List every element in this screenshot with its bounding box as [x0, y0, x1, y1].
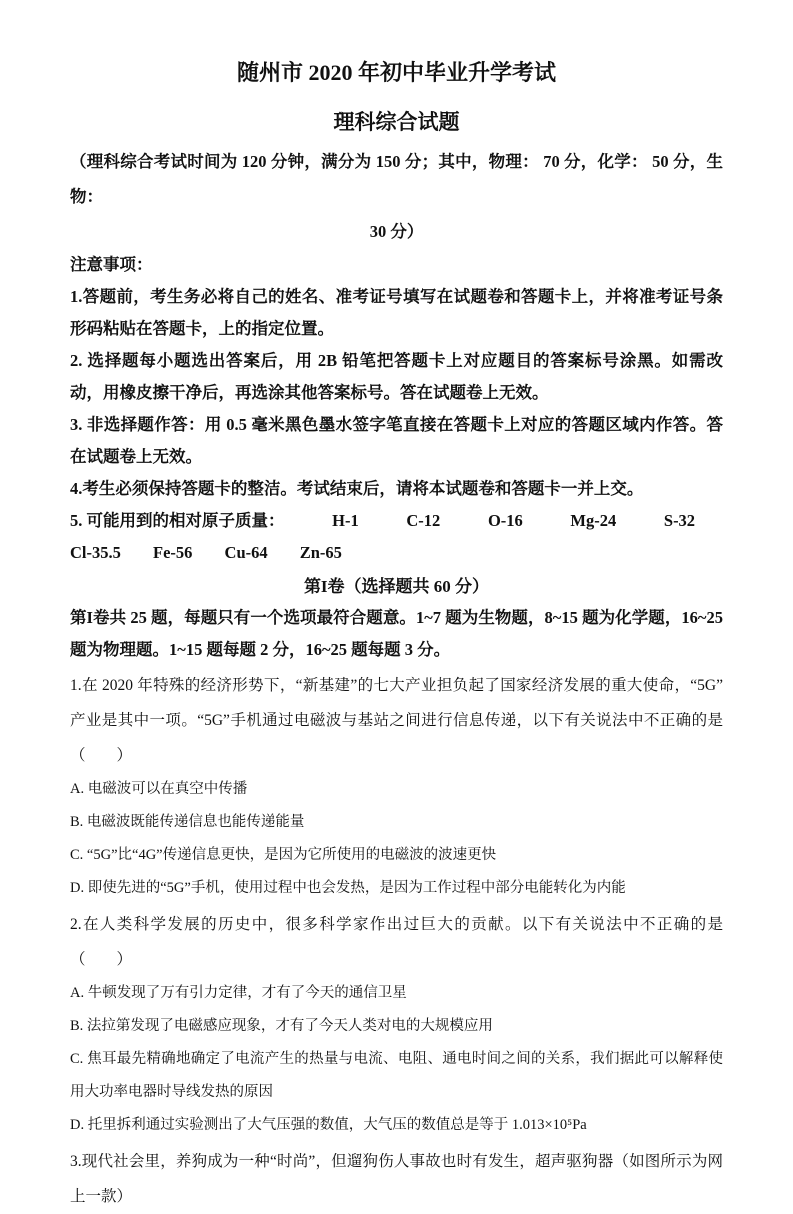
- atomic-mass-s: S-32: [663, 511, 696, 530]
- note-item-5-label: 5. 可能用到的相对原子质量：: [70, 511, 285, 530]
- atomic-mass-fe: Fe-56: [153, 543, 193, 562]
- question-1: [70, 668, 723, 905]
- question-1-option-c: C. “5G”比“4G”传递信息更快，是因为它所使用的电磁波的波速更快: [70, 847, 497, 863]
- atomic-mass-cu: Cu-64: [224, 543, 268, 562]
- question-3-stem: 3.现代社会里，养狗成为一种“时尚”，但遛狗伤人事故也时有发生，超声驱狗器（如图所示为网上一款）: [70, 1153, 723, 1205]
- atomic-mass-o: O-16: [487, 511, 523, 530]
- question-1-option-b: B. 电磁波既能传递信息也能传递能量: [70, 814, 305, 830]
- section1-intro: 第I卷共 25 题，每题只有一个选项最符合题意。1~7 题为生物题，8~15 题为化学题，16~25 题为物理题。1~15 题每题 2 分，16~25 题每题 3 分。: [70, 608, 723, 659]
- note-item-4: 4.考生必须保持答题卡的整洁。考试结束后，请将本试题卷和答题卡一并上交。: [70, 479, 644, 498]
- note-item-2: 2. 选择题每小题选出答案后，用 2B 铅笔把答题卡上对应题目的答案标号涂黑。如需改动，用橡皮擦干净后，再选涂其他答案标号。答在试题卷上无效。: [70, 351, 723, 402]
- question-1-option-a: A. 电磁波可以在真空中传播: [70, 781, 248, 797]
- question-3: [70, 1144, 723, 1214]
- question-2-option-a: A. 牛顿发现了万有引力定律，才有了今天的通信卫星: [70, 985, 407, 1001]
- atomic-mass-h: H-1: [332, 511, 359, 530]
- question-2-option-b: B. 法拉第发现了电磁感应现象，才有了今天人类对电的大规模应用: [70, 1018, 493, 1034]
- note-item-1: 1.答题前，考生务必将自己的姓名、准考证号填写在试题卷和答题卡上，并将准考证号条形码粘贴在答题卡，上的指定位置。: [70, 287, 723, 338]
- note-item-5: [70, 505, 723, 569]
- atomic-mass-c: C-12: [406, 511, 441, 530]
- exam-info-line-2: 30 分）: [369, 222, 424, 241]
- document-title: 随州市 2020 年初中毕业升学考试: [236, 60, 556, 85]
- note-item-3: 3. 非选择题作答：用 0.5 毫米黑色墨水签字笔直接在答题卡上对应的答题区域内作答。答在试题卷上无效。: [70, 415, 723, 466]
- question-2-stem: 2.在人类科学发展的历史中，很多科学家作出过巨大的贡献。以下有关说法中不正确的是（ ）: [70, 916, 723, 968]
- atomic-mass-mg: Mg-24: [570, 511, 617, 530]
- question-2: [70, 907, 723, 1142]
- question-2-option-d: D. 托里拆利通过实验测出了大气压强的数值，大气压的数值总是等于 1.013×10⁵Pa: [70, 1117, 587, 1133]
- notes-heading: 注意事项：: [70, 255, 153, 274]
- exam-info-line-1: （理科综合考试时间为 120 分钟，满分为 150 分；其中，物理： 70 分，化学： 50 分，生物：: [70, 152, 723, 206]
- question-1-option-d: D. 即使先进的“5G”手机，使用过程中也会发热，是因为工作过程中部分电能转化为内能: [70, 880, 626, 896]
- question-1-stem: 1.在 2020 年特殊的经济形势下，“新基建”的七大产业担负起了国家经济发展的重大使命，“5G”产业是其中一项。“5G”手机通过电磁波与基站之间进行信息传递，以下有关说法中不正确的是（ ）: [70, 677, 723, 764]
- question-2-option-c: C. 焦耳最先精确地确定了电流产生的热量与电流、电阻、通电时间之间的关系，我们据此可以解释使用大功率电器时导线发热的原因: [70, 1051, 723, 1100]
- document-subtitle: 理科综合试题: [333, 110, 460, 134]
- section1-header: 第I卷（选择题共 60 分）: [303, 577, 490, 596]
- atomic-mass-zn: Zn-65: [299, 543, 342, 562]
- atomic-mass-cl: Cl-35.5: [70, 543, 121, 562]
